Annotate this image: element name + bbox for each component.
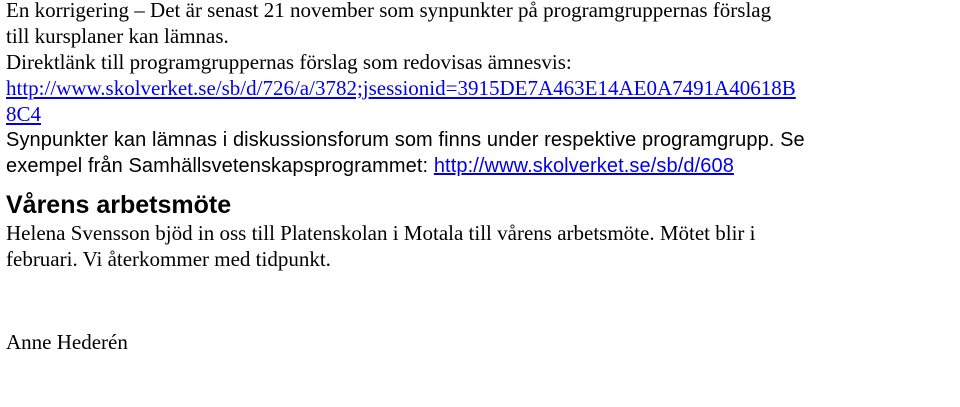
meeting-paragraph xyxy=(6,220,956,272)
meeting-line-1: Helena Svensson bjöd in oss till Platenskolan i Motala till vårens arbetsmöte. Mötet blir i xyxy=(6,221,756,245)
spacer xyxy=(6,272,956,329)
spacer xyxy=(6,179,956,190)
meeting-line-2: februari. Vi återkommer med tidpunkt. xyxy=(6,247,331,271)
forum-line-2-text: exempel från Samhällsvetenskapsprogrammet: xyxy=(6,155,434,177)
forum-paragraph xyxy=(6,127,956,179)
direct-link-url-part-1: http://www.skolverket.se/sb/d/726/a/3782;jsessionid=3915DE7A463E14AE0A7491A40618B xyxy=(6,76,796,100)
signature-name: Anne Hederén xyxy=(6,330,128,354)
forum-example-link[interactable]: http://www.skolverket.se/sb/d/608 xyxy=(433,155,734,177)
correction-paragraph xyxy=(6,0,956,49)
correction-line-1: En korrigering – Det är senast 21 november som synpunkter på programgruppernas förslag xyxy=(6,0,772,22)
direct-link-url[interactable] xyxy=(6,76,796,126)
document-page xyxy=(6,0,956,355)
direct-link-url-part-2: 8C4 xyxy=(6,102,42,126)
direct-link-intro: Direktlänk till programgruppernas förslag som redovisas ämnesvis: xyxy=(6,50,572,74)
section-heading: Vårens arbetsmöte xyxy=(6,191,232,219)
correction-line-2: till kursplaner kan lämnas. xyxy=(6,24,229,48)
forum-line-1: Synpunkter kan lämnas i diskussionsforum som finns under respektive programgrupp. Se xyxy=(6,129,805,151)
direct-link-paragraph xyxy=(6,49,956,127)
